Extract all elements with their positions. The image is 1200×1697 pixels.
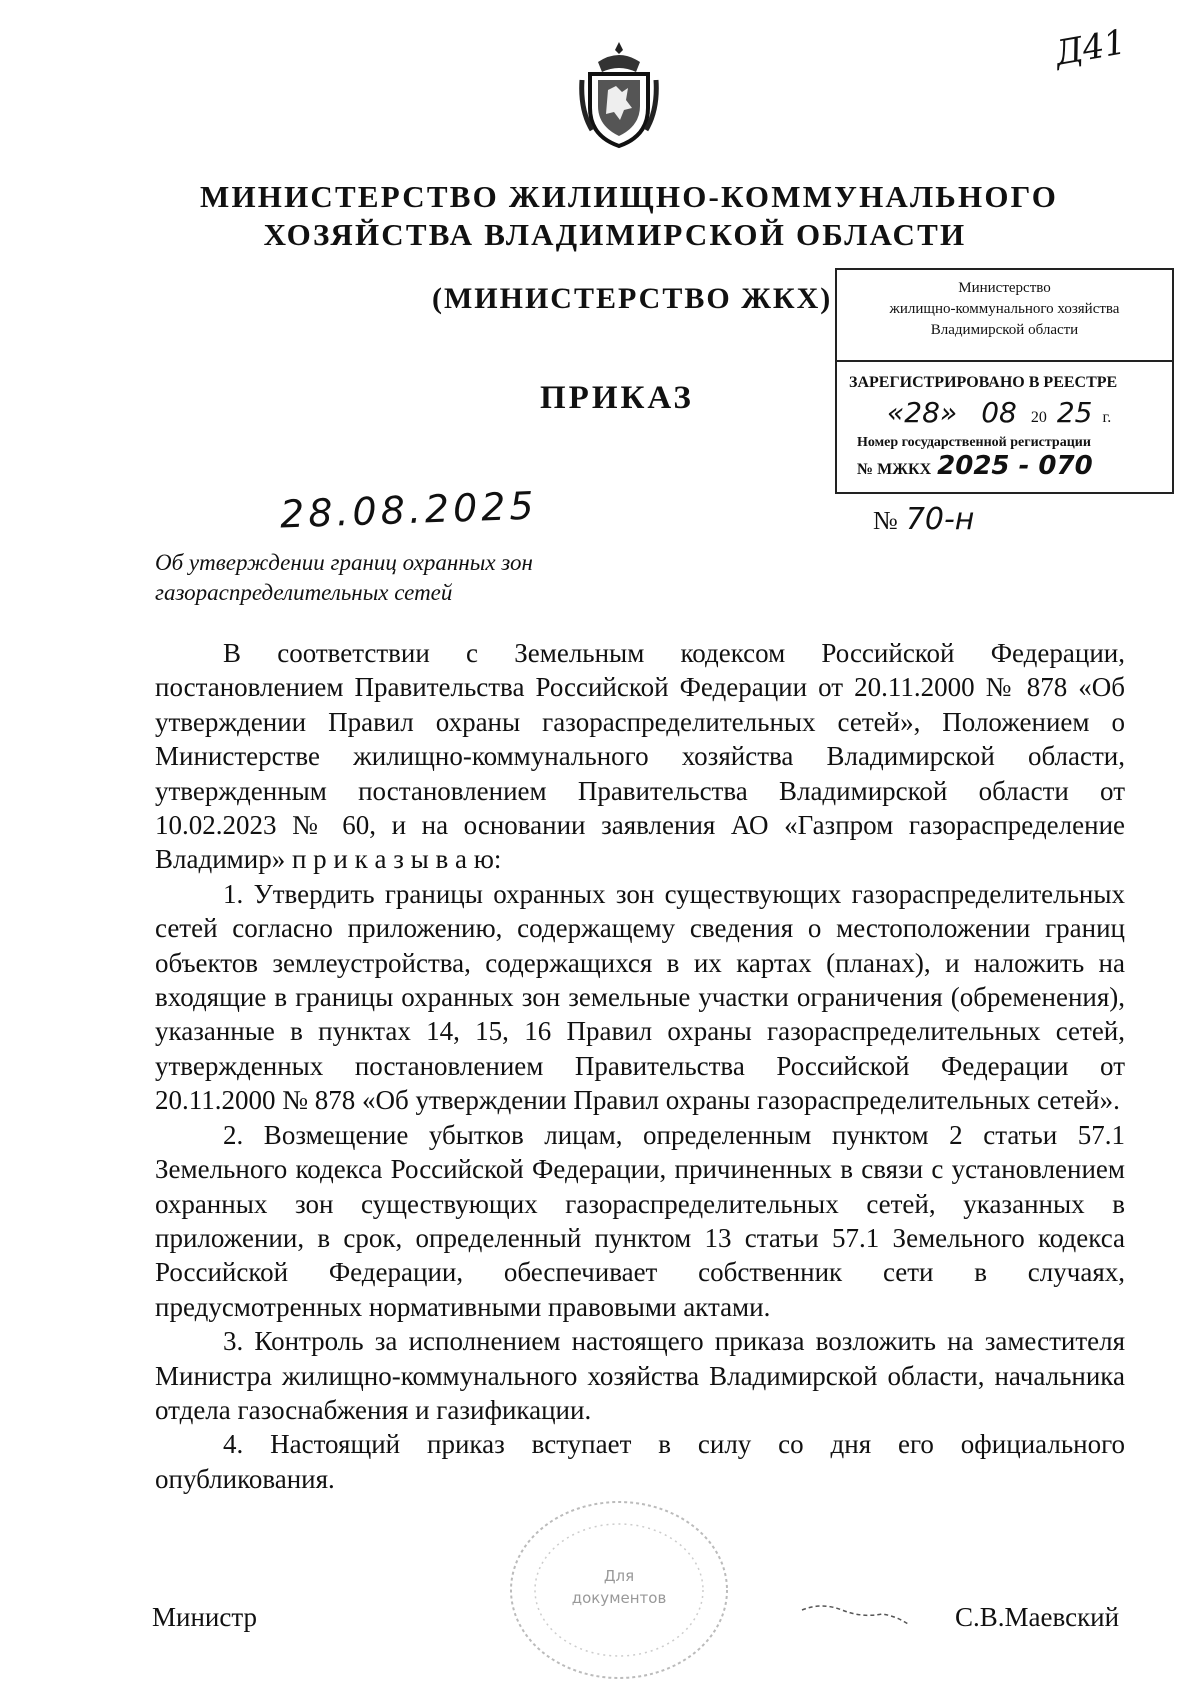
document-number-label: №	[873, 506, 898, 535]
stamp-year-unit: г.	[1102, 409, 1112, 426]
subject-line1: Об утверждении границ охранных зон	[155, 550, 533, 575]
stamp-year-prefix: 20	[1030, 409, 1047, 426]
ministry-title	[200, 178, 1059, 254]
stamp-org-line1: Министерство	[958, 280, 1051, 296]
signature-position: Министр	[152, 1602, 257, 1632]
stamp-state-reg	[857, 451, 1172, 481]
stamp-month: 08	[981, 396, 1017, 429]
signature-scribble-icon	[800, 1590, 920, 1630]
document-body	[155, 636, 1125, 1496]
body-item-1: 1. Утвердить границы охранных зон существующих газораспределительных сетей согласно приложению, содержащему сведения о местоположении границ объектов землеустройства, содержащихся в их картах (планах), и наложить на входящие в границы охранных зон земельные участки ограничения (обременения), указанные в пунктах 14, 15, 16 Правил охраны газораспределительных сетей, утвержденных постановлением Правительства Российской Федерации от 20.11.2000 № 878 «Об утверждении Правил охраны газораспределительных сетей».	[155, 878, 1125, 1116]
handwritten-corner-mark: Д41	[1052, 22, 1129, 74]
stamp-state-reg-label: Номер государственной регистрации	[857, 435, 1091, 450]
signature-name: С.В.Маевский	[955, 1602, 1120, 1632]
body-item-4: 4. Настоящий приказ вступает в силу со дня его официального опубликования.	[155, 1429, 1125, 1494]
coat-of-arms-icon	[578, 40, 660, 150]
subject-line2: газораспределительных сетей	[155, 580, 453, 605]
body-item-3: 3. Контроль за исполнением настоящего приказа возложить на заместителя Министра жилищно-коммунального хозяйства Владимирской области, начальника отдела газоснабжения и газификации.	[155, 1326, 1125, 1425]
stamp-year-suffix: 25	[1056, 396, 1093, 429]
document-date: 28.08.2025	[279, 483, 539, 537]
seal-stamp-icon	[505, 1495, 733, 1685]
ministry-title-line2: ХОЗЯЙСТВА ВЛАДИМИРСКОЙ ОБЛАСТИ	[263, 217, 967, 252]
seal-text-line2: документов	[571, 1589, 667, 1607]
stamp-org-line3: Владимирской области	[930, 322, 1079, 338]
registration-stamp	[835, 268, 1174, 494]
document-number-value: 70-н	[905, 502, 975, 537]
stamp-registered-label: ЗАРЕГИСТРИРОВАНО В РЕЕСТРЕ	[849, 374, 1118, 391]
ministry-title-line1: МИНИСТЕРСТВО ЖИЛИЩНО-КОММУНАЛЬНОГО	[200, 179, 1059, 214]
seal-text-line1: Для	[603, 1567, 635, 1585]
stamp-state-reg-number: 2025 - 070	[937, 451, 1093, 481]
stamp-date	[877, 396, 1172, 429]
document-number	[873, 502, 974, 537]
stamp-org-line2: жилищно-коммунального хозяйства	[889, 301, 1120, 317]
stamp-organization	[837, 270, 1172, 362]
stamp-state-reg-prefix: № МЖКХ	[857, 461, 932, 478]
body-item-2: 2. Возмещение убытков лицам, определенным пунктом 2 статьи 57.1 Земельного кодекса Российской Федерации, причиненных в связи с установлением охранных зон существующих газораспределительных сетей, указанных в приложении, в срок, определенный пунктом 13 статьи 57.1 Земельного кодекса Российской Федерации, обеспечивает собственник сети в случаях, предусмотренных нормативными правовыми актами.	[155, 1119, 1125, 1322]
document-type: ПРИКАЗ	[540, 380, 694, 416]
body-preamble: В соответствии с Земельным кодексом Российской Федерации, постановлением Правительства Российской Федерации от 20.11.2000 № 878 «Об утверждении Правил охраны газораспределительных сетей», Положением о Министерстве жилищно-коммунального хозяйства Владимирской области, утвержденным постановлением Правительства Владимирской области от 10.02.2023 № 60, и на основании заявления АО «Газпром газораспределение Владимир» п р и к а з ы в а ю:	[155, 638, 1125, 875]
document-subject	[155, 548, 533, 608]
ministry-short-name: (МИНИСТЕРСТВО ЖКХ)	[432, 282, 833, 315]
stamp-day: «28»	[887, 396, 958, 429]
